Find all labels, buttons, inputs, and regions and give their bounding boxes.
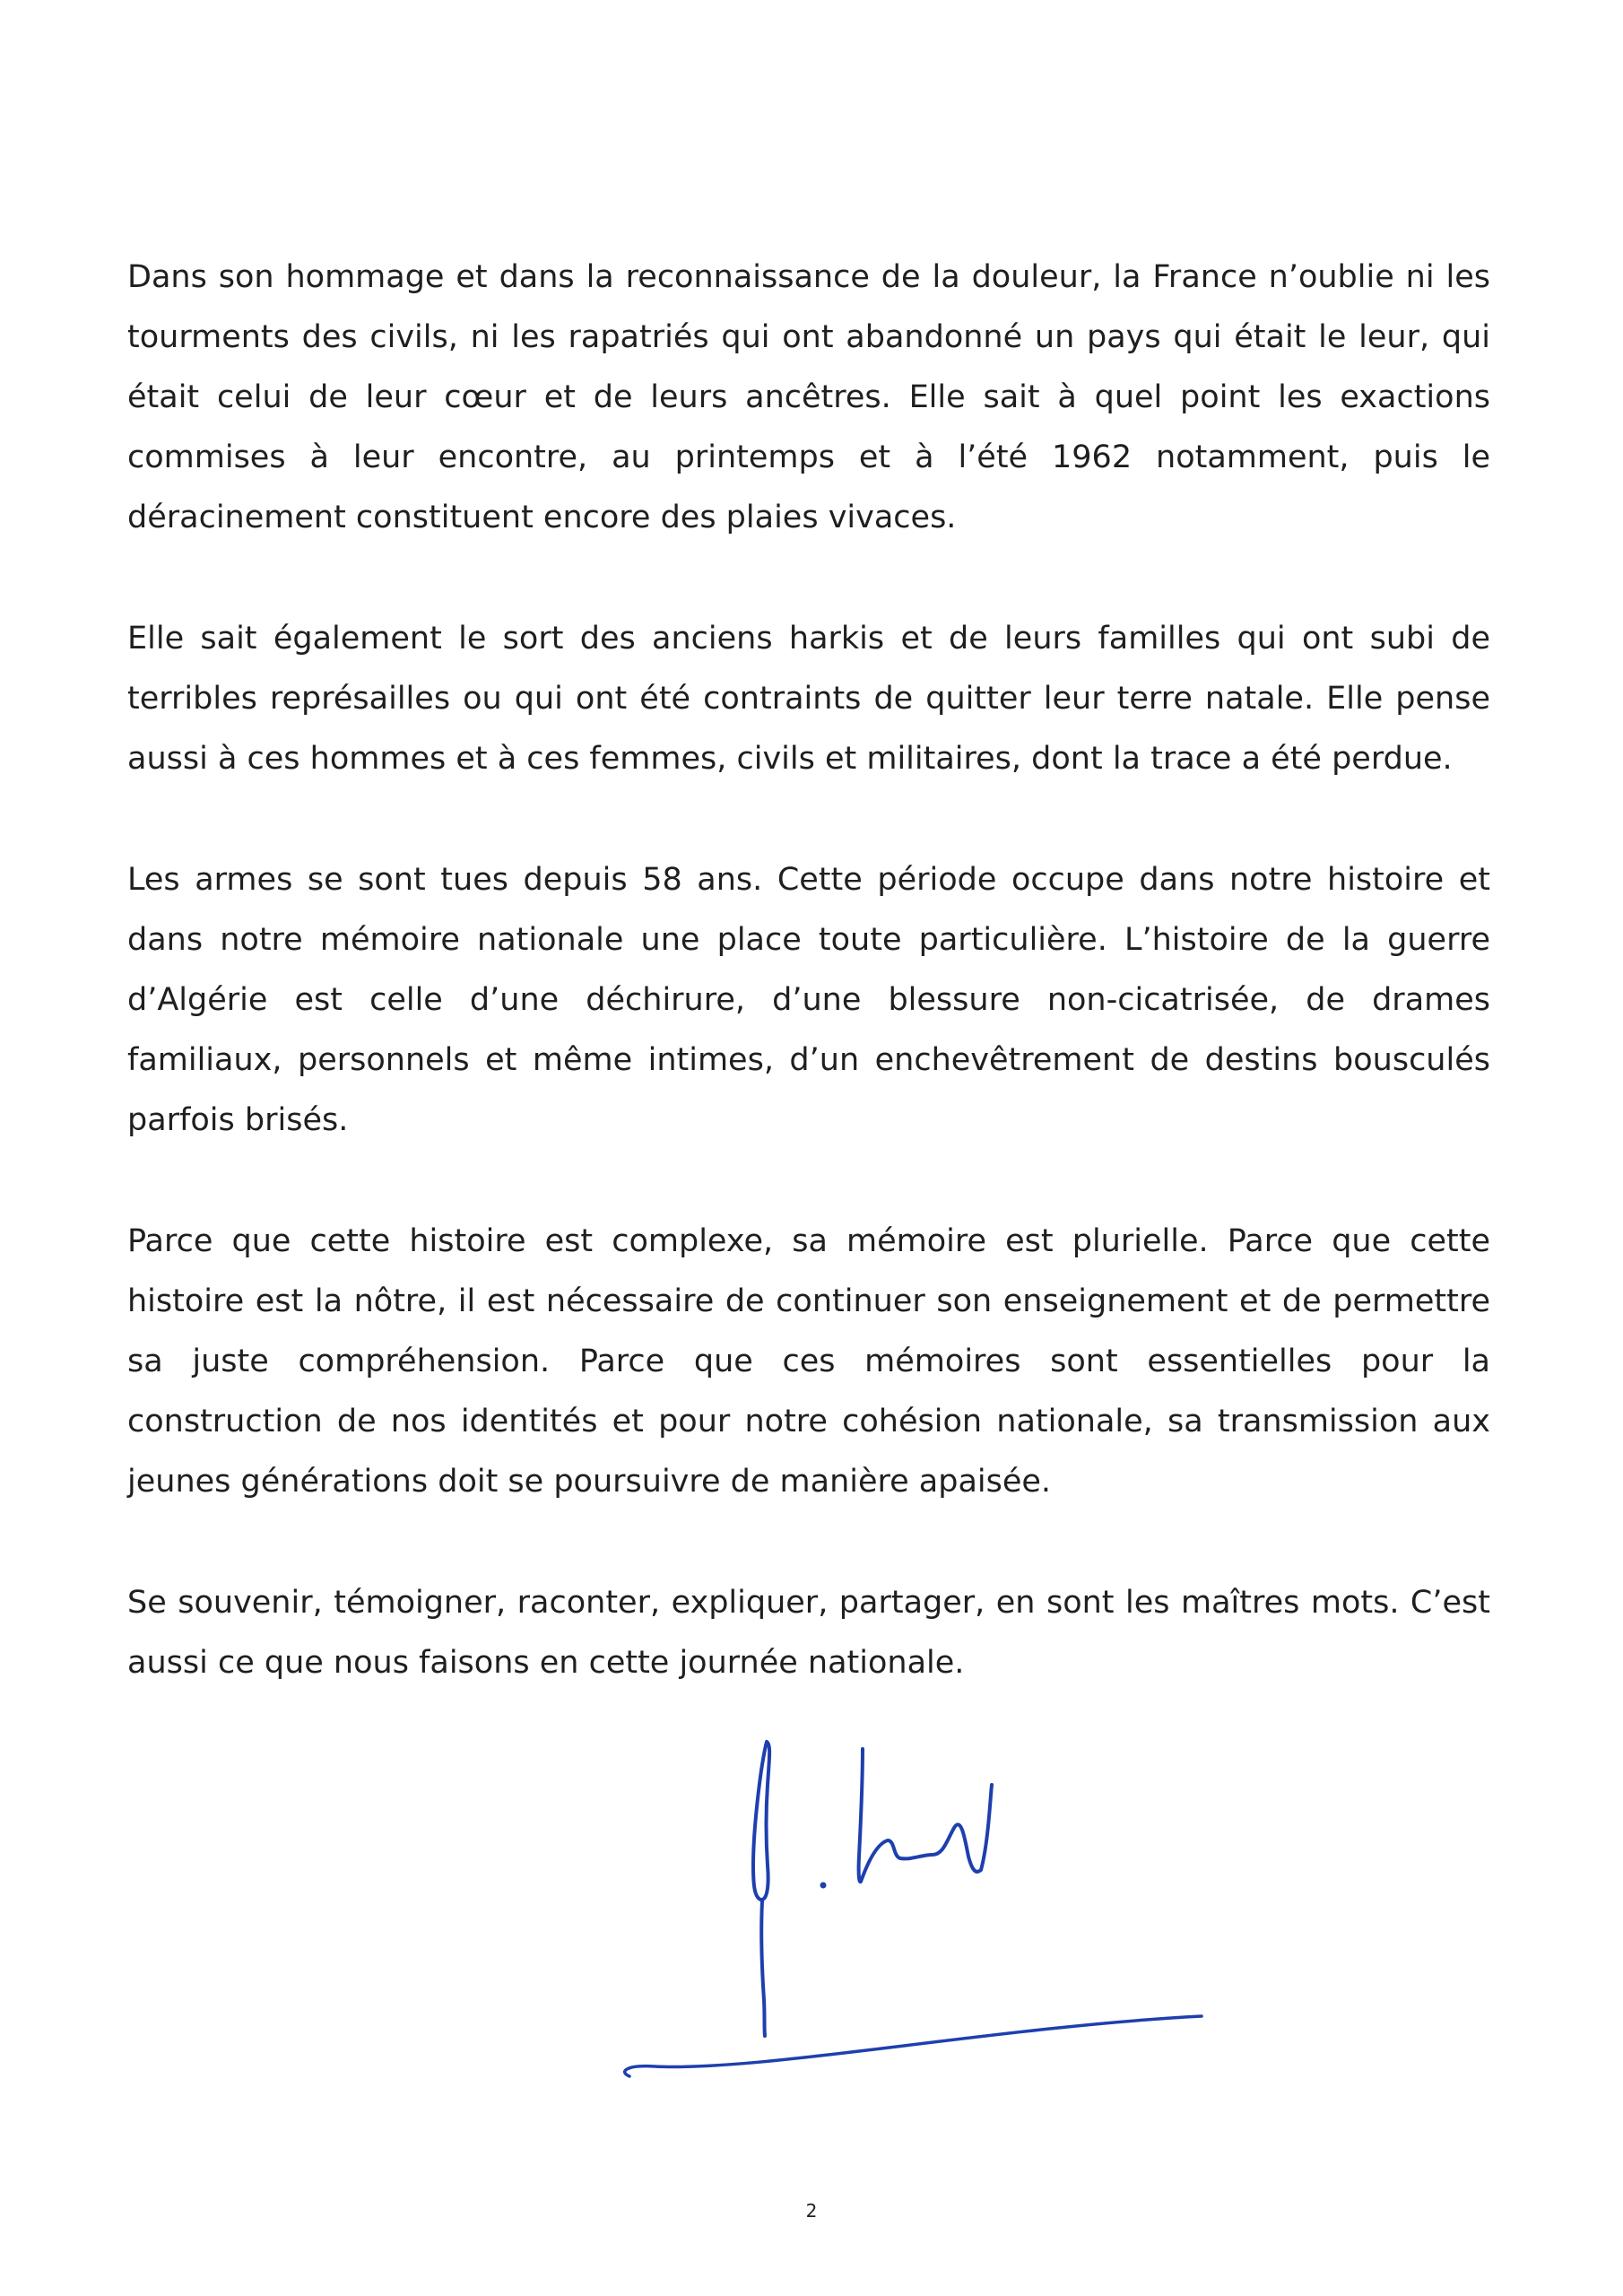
signature-underline xyxy=(625,2016,1202,2076)
paragraph-2: Elle sait également le sort des anciens harkis et de leurs familles qui ont subi de terribles représailles ou qui ont été contraints de quitter leur terre natale. Elle pense aussi à ces hommes et à ces femmes, civils et militaires, dont la trace a été perdue. xyxy=(127,621,1490,777)
handwritten-signature xyxy=(619,1731,1211,2090)
paragraph-3: Les armes se sont tues depuis 58 ans. Cette période occupe dans notre histoire et dans notre mémoire nationale une place toute particulière. L’histoire de la guerre d’Algérie est celle d’une déchirure, d’une blessure non-cicatrisée, de drames familiaux, personnels et même intimes, d’un enchevêtrement de destins bousculés parfois brisés. xyxy=(127,862,1490,1138)
paragraph-1: Dans son hommage et dans la reconnaissance de la douleur, la France n’oublie ni les tourments des civils, ni les rapatriés qui ont abandonné un pays qui était le leur, qui était celui de leur cœur et de leurs ancêtres. Elle sait à quel point les exactions commises à leur encontre, au printemps et à l’été 1962 notamment, puis le déracinement constituent encore des plaies vivaces. xyxy=(127,259,1490,535)
signature-descender-stroke xyxy=(761,1901,765,2036)
paragraph-4: Parce que cette histoire est complexe, sa mémoire est plurielle. Parce que cette histoire est la nôtre, il est nécessaire de continuer son enseignement et de permettre sa juste compréhension. Parce que ces mémoires sont essentielles pour la construction de nos identités et pour notre cohésion nationale, sa transmission aux jeunes générations doit se poursuivre de manière apaisée. xyxy=(127,1223,1490,1500)
signature-dot xyxy=(820,1883,827,1889)
letter-body xyxy=(127,248,1490,1754)
paragraph-5: Se souvenir, témoigner, raconter, expliquer, partager, en sont les maîtres mots. C’est aussi ce que nous faisons en cette journée nationale. xyxy=(127,1585,1490,1681)
signature-initial-stroke xyxy=(753,1742,769,1900)
page-number: 2 xyxy=(805,2200,818,2222)
signature-body-stroke xyxy=(859,1749,992,1882)
